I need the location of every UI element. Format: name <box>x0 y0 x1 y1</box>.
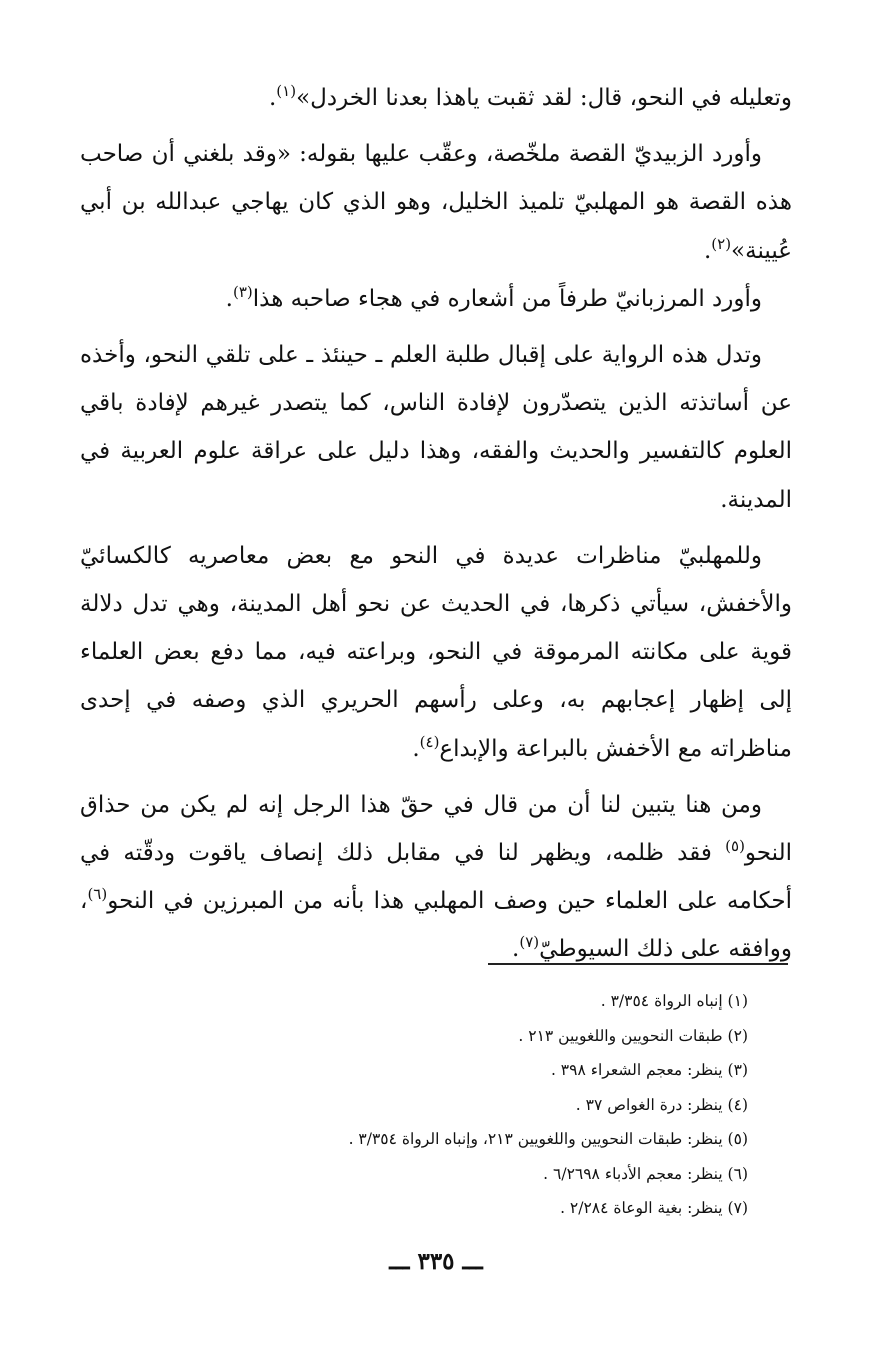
text-segment: وأورد المرزبانيّ طرفاً من أشعاره في هجاء صاحبه هذا <box>252 285 762 312</box>
paragraph-1 <box>80 74 792 122</box>
text-segment: ومن هنا يتبين لنا أن من قال في حقّ هذا الرجل إنه لم يكن من حذاق النحو <box>80 791 792 867</box>
text-segment: . <box>412 735 420 762</box>
footnote-ref: (٢) <box>711 234 732 253</box>
text-segment: . <box>225 285 233 312</box>
paragraph-6 <box>80 781 792 974</box>
footnote-4: (٤) ينظر: درة الغواص ٣٧ . <box>575 1095 748 1114</box>
footnote-5: (٥) ينظر: طبقات النحويين واللغويين ٢١٣، وإنباه الرواة ٣/٣٥٤ . <box>348 1130 748 1148</box>
text-segment: وتدل هذه الرواية على إقبال طلبة العلم ـ حينئذ ـ على تلقي النحو، وأخذه عن أساتذته الذين يتصدّرون لإفادة الناس، كما يتصدر غيرهم لإفادة باقي العلوم كالتفسير والحديث والفقه، وهذا دليل على عراقة علوم العربية في المدينة. <box>80 342 792 513</box>
paragraph-3 <box>80 275 792 323</box>
page-number: ـــ ٣٣٥ ـــ <box>389 1248 483 1275</box>
footnote-ref: (٤) <box>419 732 440 751</box>
footnote-1: (١) إنباه الرواة ٣/٣٥٤ . <box>600 992 748 1010</box>
text-segment: . <box>268 85 277 111</box>
text-segment: ، ووافقه على ذلك السيوطيّ <box>80 888 792 963</box>
footnote-6: (٦) ينظر: معجم الأدباء ٦/٢٦٩٨ . <box>543 1164 748 1183</box>
footnote-ref: (١) <box>276 82 297 100</box>
footnote-ref: (٧) <box>519 933 540 952</box>
paragraph-4 <box>80 331 792 524</box>
footnote-7: (٧) ينظر: بغية الوعاة ٢/٢٨٤ . <box>560 1199 748 1217</box>
main-text <box>80 74 792 974</box>
text-segment: وأورد الزبيديّ القصة ملخّصة، وعقّب عليها بقوله: «وقد بلغني أن صاحب هذه القصة هو المهلبيّ تلميذ الخليل، وهو الذي كان يهاجي عبدالله بن أبي عُيينة» <box>80 141 792 264</box>
text-segment: . <box>703 237 712 264</box>
footnotes-list <box>108 984 748 1226</box>
paragraph-2 <box>80 130 792 275</box>
text-segment: وللمهلبيّ مناظرات عديدة في النحو مع بعض معاصريه كالكسائيّ والأخفش، سيأتي ذكرها، في الحديث عن نحو أهل المدينة، وهي تدل دلالة قوية على مكانته المرموقة في النحو، وبراعته فيه، مما دفع بعض العلماء إلى إظهار إعجابهم به، وعلى رأسهم الحريري الذي وصفه في إحدى مناظراته مع الأخفش بالبراعة والإبداع <box>80 542 792 762</box>
footnote-2: (٢) طبقات النحويين واللغويين ٢١٣ . <box>518 1026 748 1045</box>
footnote-ref: (٦) <box>87 885 108 904</box>
text-segment: وتعليله في النحو، قال: لقد ثقبت ياهذا بعدنا الخردل» <box>296 85 792 111</box>
footnote-3: (٣) ينظر: معجم الشعراء ٣٩٨ . <box>550 1061 748 1079</box>
footnote-ref: (٣) <box>232 282 253 301</box>
footnote-ref: (٥) <box>725 837 745 856</box>
footnote-separator <box>488 963 788 965</box>
paragraph-5 <box>80 532 792 773</box>
text-segment: . <box>512 936 520 963</box>
text-segment: فقد ظلمه، ويظهر لنا في مقابل ذلك إنصاف ياقوت ودقّته في أحكامه على العلماء حين وصف المهلبي هذا بأنه من المبرزين في النحو <box>80 840 792 915</box>
